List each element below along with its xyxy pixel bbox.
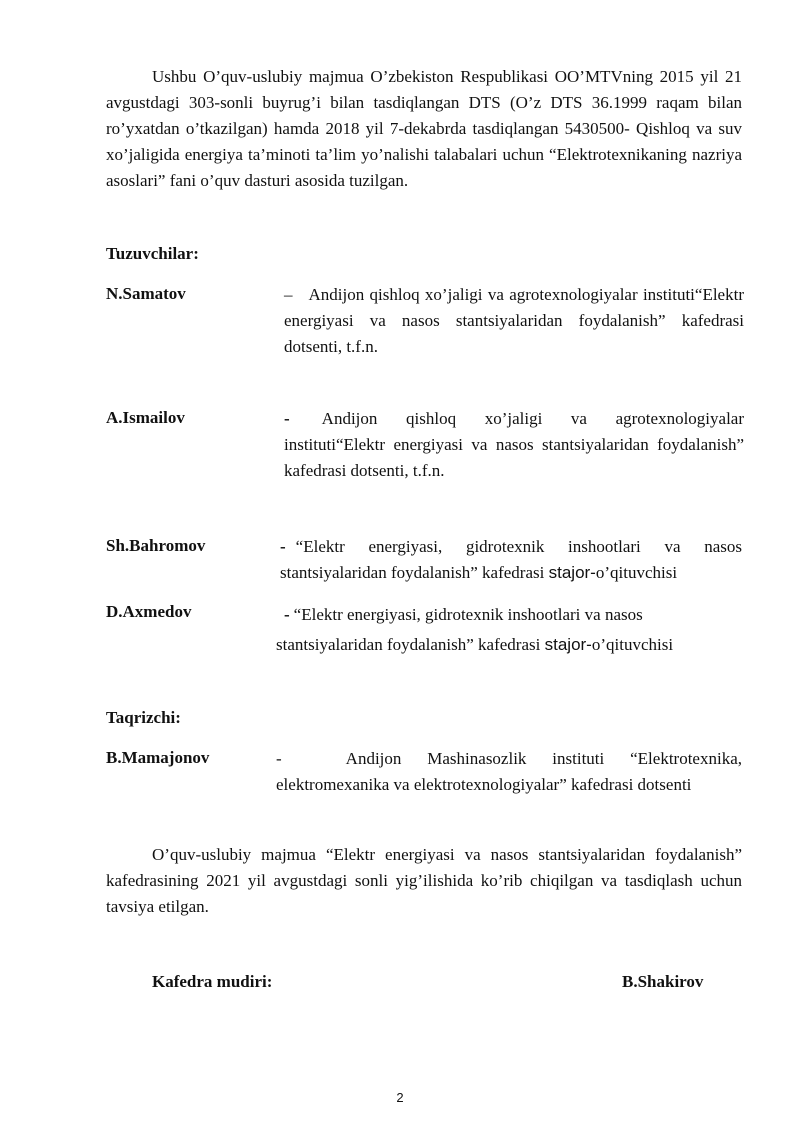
compiler-desc-text: o’qituvchisi <box>591 635 674 654</box>
dash: – <box>284 285 293 304</box>
approval-paragraph: O’quv-uslubiy majmua “Elektr energiyasi va nasos stantsiyalaridan foydalanish” kafedrasining 2021 yil avgustdagi sonli yig’ilishida ko’rib chiqilgan va tasdiqlash uchun tavsiya etilgan. <box>106 845 742 916</box>
reviewer-desc-text: Andijon Mashinasozlik instituti “Elektrotexnika, elektromexanika va elektrotexnologiyalar” kafedrasi dotsenti <box>276 749 742 794</box>
compiler-name-samatov: N.Samatov <box>106 284 186 303</box>
reviewer-heading: Taqrizchi: <box>106 708 181 727</box>
compiler-desc-samatov <box>284 282 744 360</box>
compiler-desc-text: Andijon qishloq xo’jaligi va agrotexnologiyalar instituti“Elektr energiyasi va nasos stantsiyalaridan foydalanish” kafedrasi dotsenti, t.f.n. <box>284 409 744 480</box>
page-number: 2 <box>396 1090 404 1105</box>
reviewer-desc <box>276 746 742 798</box>
compiler-name-bahromov: Sh.Bahromov <box>106 536 206 555</box>
compiler-desc-text: “Elektr energiyasi, gidrotexnik inshootlari va nasos stantsiyalaridan foydalanish” kafedrasi <box>280 537 742 582</box>
compiler-desc-text: stajor- <box>548 563 596 582</box>
compiler-desc-text: “Elektr energiyasi, gidrotexnik inshootlari va nasos stantsiyalaridan foydalanish” kafedrasi <box>276 605 643 654</box>
compiler-desc-axmedov <box>276 600 746 660</box>
compiler-desc-text: o’qituvchisi <box>595 563 678 582</box>
compiler-desc-text: stajor- <box>544 635 592 654</box>
dash: - <box>280 537 286 556</box>
compiler-desc-ismailov <box>284 406 744 484</box>
signature-name: B.Shakirov <box>622 972 704 991</box>
dash: - <box>276 749 282 768</box>
compilers-heading: Tuzuvchilar: <box>106 244 199 263</box>
intro-paragraph: Ushbu O’quv-uslubiy majmua O’zbekiston Respublikasi OO’MTVning 2015 yil 21 avgustdagi 303-sonli buyrug’i bilan tasdiqlangan DTS (O’z DTS 36.1999 raqam bilan ro’yxatdan o’tkazilgan) hamda 2018 yil 7-dekabrda tasdiqlangan 5430500- Qishloq va suv xo’jaligida energiya ta’minoti ta’lim yo’nalishi talabalari uchun “Elektrotexnikaning nazriya asoslari” fani o’quv dasturi asosida tuzilgan. <box>106 67 742 190</box>
dash: - <box>284 409 290 428</box>
compiler-name-axmedov: D.Axmedov <box>106 602 192 621</box>
compiler-desc-bahromov <box>280 534 742 586</box>
compiler-name-ismailov: A.Ismailov <box>106 408 185 427</box>
dash: - <box>284 605 290 624</box>
signature-title: Kafedra mudiri: <box>152 972 273 991</box>
compiler-desc-text: Andijon qishloq xo’jaligi va agrotexnologiyalar instituti“Elektr energiyasi va nasos stantsiyalaridan foydalanish” kafedrasi dotsenti, t.f.n. <box>284 285 744 356</box>
reviewer-name: B.Mamajonov <box>106 748 210 767</box>
